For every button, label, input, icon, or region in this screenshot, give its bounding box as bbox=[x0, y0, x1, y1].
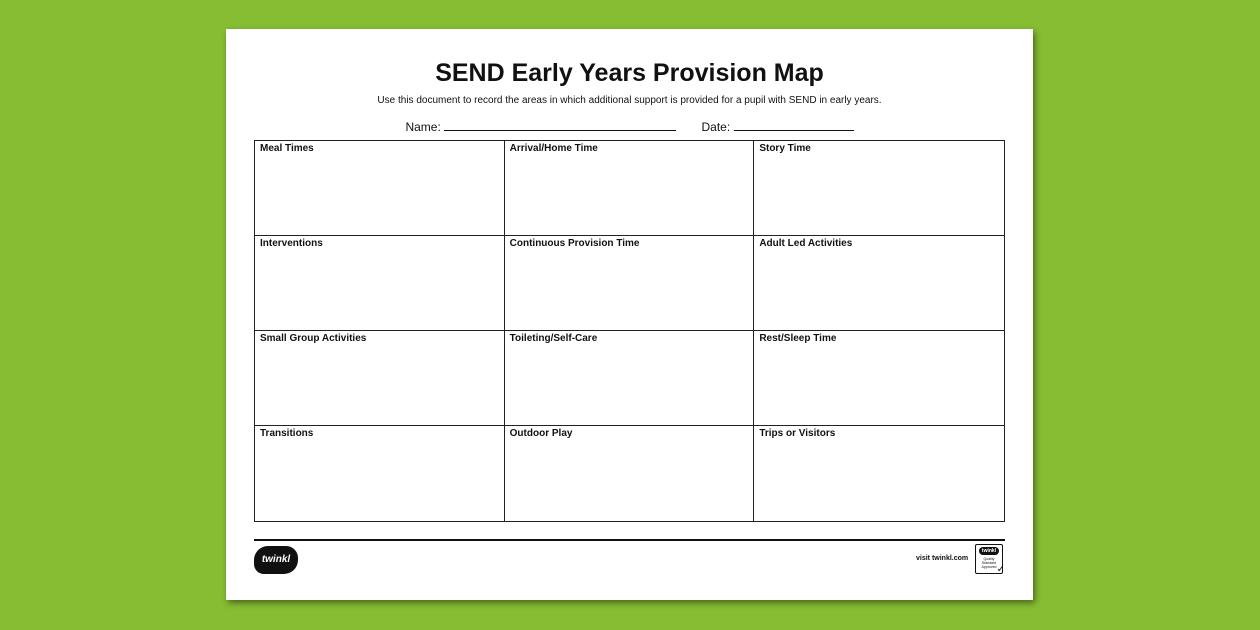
document-subtitle: Use this document to record the areas in which additional support is provided for a pupil with SEND in early years. bbox=[377, 95, 882, 106]
grid-cell-adult-led-activities[interactable] bbox=[754, 236, 1004, 331]
grid-cell-continuous-provision-time[interactable] bbox=[505, 236, 755, 331]
quality-badge-icon bbox=[975, 544, 1003, 574]
grid-cell-meal-times[interactable] bbox=[255, 141, 505, 236]
form-fields bbox=[226, 119, 1033, 134]
cell-label: Arrival/Home Time bbox=[509, 143, 598, 154]
grid-cell-story-time[interactable] bbox=[754, 141, 1004, 236]
grid-cell-toileting-self-care[interactable] bbox=[505, 331, 755, 426]
visit-link[interactable]: visit twinkl.com bbox=[916, 555, 969, 562]
document-title: SEND Early Years Provision Map bbox=[435, 59, 824, 87]
grid-cell-arrival-home-time[interactable] bbox=[505, 141, 755, 236]
cell-label: Adult Led Activities bbox=[759, 238, 853, 249]
cell-label: Rest/Sleep Time bbox=[759, 333, 837, 344]
cell-label: Continuous Provision Time bbox=[509, 238, 640, 249]
grid-cell-outdoor-play[interactable] bbox=[505, 426, 755, 521]
cell-label: Toileting/Self-Care bbox=[509, 333, 598, 344]
name-field[interactable] bbox=[444, 119, 676, 131]
cell-label: Interventions bbox=[260, 238, 323, 249]
badge-text: Quality Standard Approved bbox=[981, 557, 997, 569]
footer-divider bbox=[254, 539, 1005, 541]
grid-cell-rest-sleep-time[interactable] bbox=[754, 331, 1004, 426]
provision-grid bbox=[254, 140, 1005, 522]
badge-title: twinkl bbox=[979, 547, 999, 555]
cell-label: Trips or Visitors bbox=[759, 428, 836, 439]
grid-cell-interventions[interactable] bbox=[255, 236, 505, 331]
cell-label: Small Group Activities bbox=[260, 333, 367, 344]
cell-label: Outdoor Play bbox=[509, 428, 573, 439]
document-sheet bbox=[226, 29, 1033, 600]
date-label: Date: bbox=[701, 120, 731, 134]
date-field[interactable] bbox=[734, 119, 854, 131]
grid-cell-trips-or-visitors[interactable] bbox=[754, 426, 1004, 521]
grid-cell-small-group-activities[interactable] bbox=[255, 331, 505, 426]
grid-cell-transitions[interactable] bbox=[255, 426, 505, 521]
cell-label: Transitions bbox=[260, 428, 314, 439]
name-label: Name: bbox=[405, 120, 441, 134]
cell-label: Meal Times bbox=[260, 143, 314, 154]
cell-label: Story Time bbox=[759, 143, 811, 154]
checkmark-icon: ✓ bbox=[996, 564, 1005, 575]
twinkl-logo: twinkl bbox=[254, 546, 298, 574]
